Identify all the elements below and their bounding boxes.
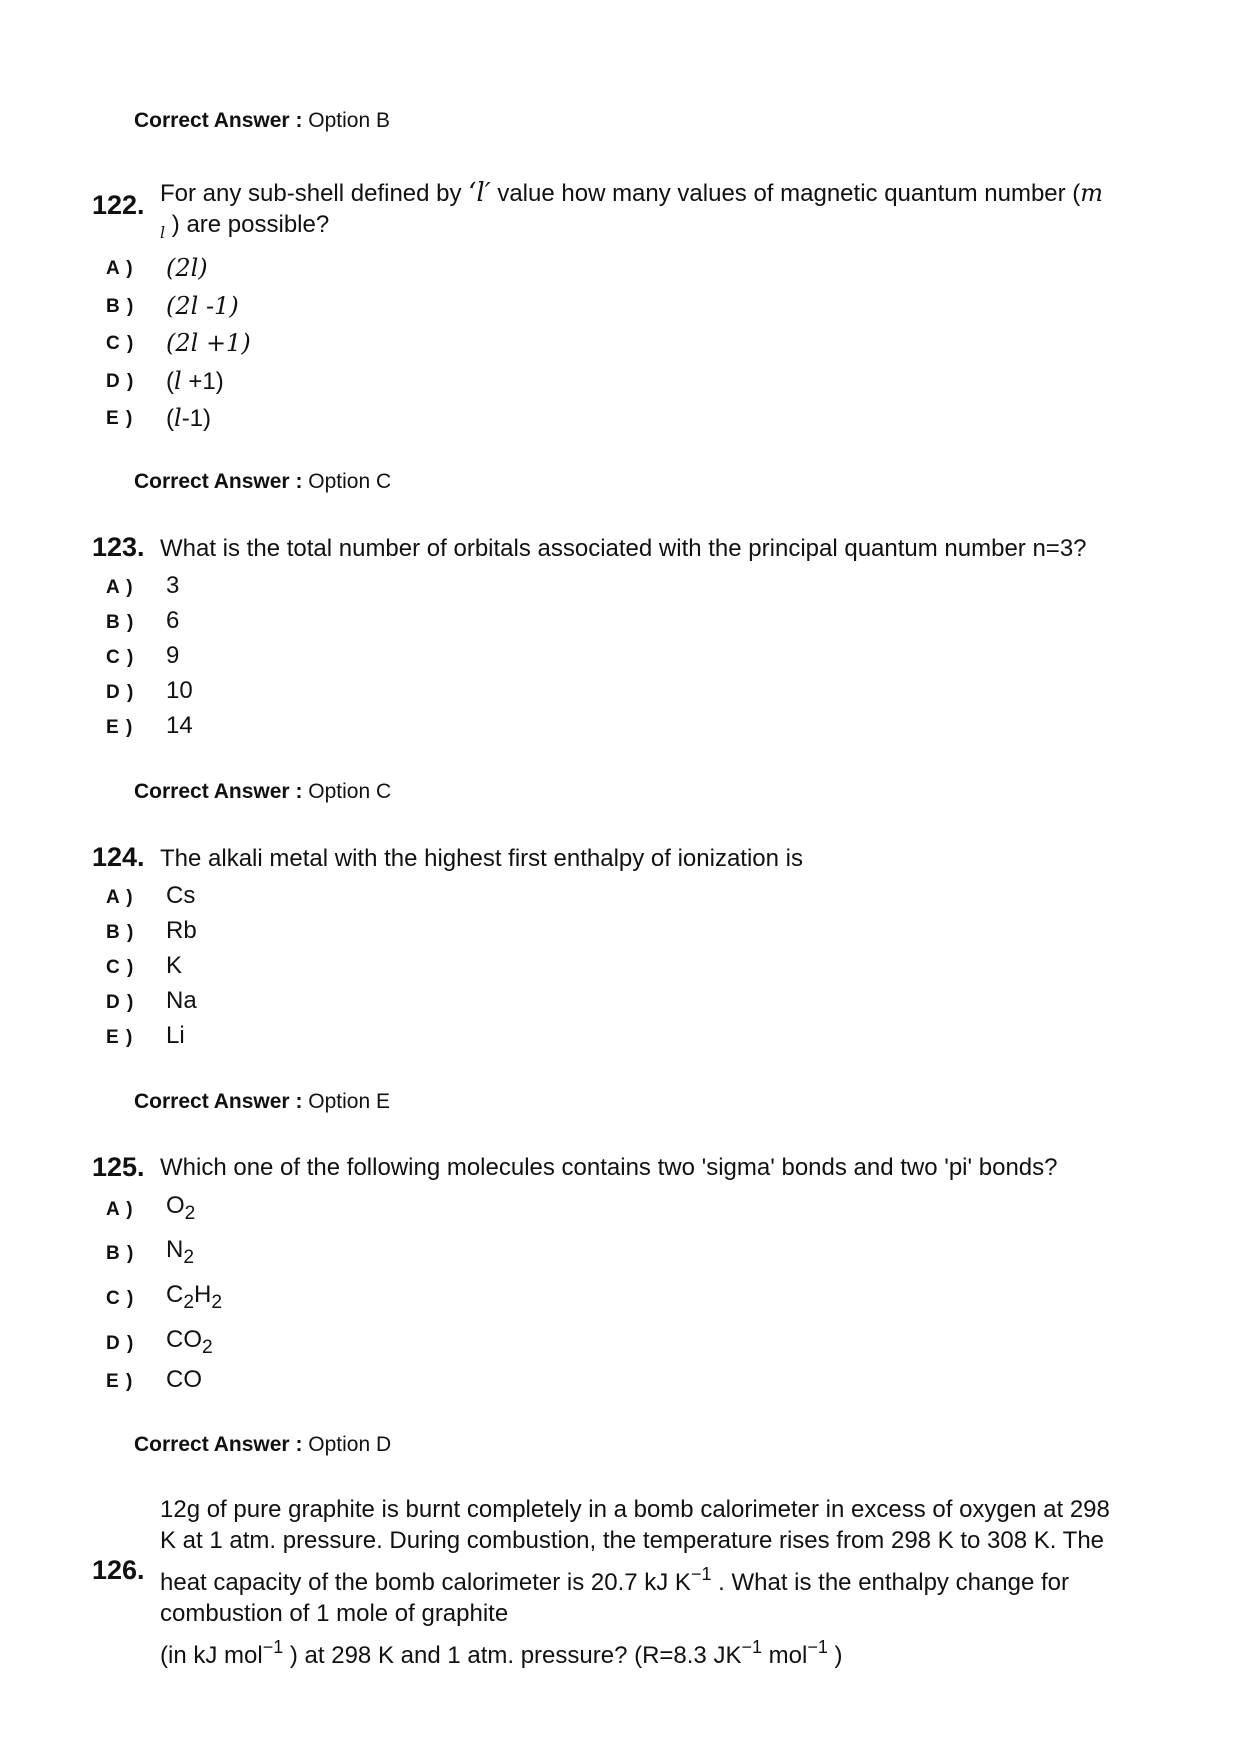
correct-answer: Correct Answer : Option C (134, 470, 392, 493)
option-value: $O_2$ (166, 1192, 196, 1224)
option-label: A ) (106, 1199, 134, 1220)
option-value: Cs (166, 882, 196, 909)
option-label: D ) (106, 371, 135, 392)
option-label: E ) (106, 1027, 134, 1048)
option-value: $C_2H_2$ (166, 1281, 223, 1313)
question-text: For any sub-shell defined by ‘l′ value how many values of magnetic quantum number (m $_l$ ) are possible? (160, 178, 1104, 242)
question-text: 12g of pure graphite is burnt completely in a bomb calorimeter in excess of oxygen at 298 K at 1 atm. pressure. During combustion, the temperature rises from 298 K to 308 K. The heat capacity of the bomb calorimeter is 20.7 kJ $K^{-1}$ . What is the enthalpy change for combustion of 1 mole of graphite (in kJ mol$^{-1}$ ) at 298 K and 1 atm. pressure? (R=8.3 $JK^{-1}$ mol$^{-1}$ ) (160, 1496, 1110, 1669)
option-label: D ) (106, 1333, 135, 1354)
option-label: C ) (106, 333, 135, 354)
option-label: C ) (106, 647, 135, 668)
option-value: 3 (166, 572, 180, 599)
question-number: 124. (92, 842, 145, 872)
option-value: (2l +1) (166, 329, 251, 357)
option-label: E ) (106, 717, 134, 738)
option-label: B ) (106, 296, 135, 317)
option-value: 10 (166, 677, 193, 704)
option-label: E ) (106, 1371, 134, 1392)
correct-answer-value: Option B (308, 109, 390, 132)
l-symbol: ‘l′ (468, 178, 491, 208)
option-value: (l +1) (166, 367, 224, 395)
option-value: (2l) (166, 254, 208, 282)
option-label: E ) (106, 408, 134, 429)
option-value: Li (166, 1022, 185, 1049)
option-label: B ) (106, 1243, 135, 1264)
option-value: (2l -1) (166, 292, 239, 320)
correct-answer (134, 109, 390, 133)
question-number: 126. (92, 1555, 145, 1585)
option-label: A ) (106, 577, 134, 598)
correct-answer-label: Correct Answer : (134, 109, 303, 132)
option-value: CO (166, 1366, 202, 1393)
option-value: (l-1) (166, 404, 212, 432)
option-label: A ) (106, 887, 134, 908)
option-value: $CO_2$ (166, 1326, 213, 1358)
option-label: D ) (106, 992, 135, 1013)
option-value: 14 (166, 712, 193, 739)
option-value: Na (166, 987, 197, 1014)
option-label: A ) (106, 258, 134, 279)
question-number: 125. (92, 1152, 145, 1182)
question-text: Which one of the following molecules contains two 'sigma' bonds and two 'pi' bonds? (160, 1154, 1058, 1181)
correct-answer: Correct Answer : Option D (134, 1433, 392, 1456)
question-text: The alkali metal with the highest first enthalpy of ionization is (160, 845, 803, 872)
question-text: What is the total number of orbitals associated with the principal quantum number n=3? (160, 535, 1087, 562)
option-label: D ) (106, 682, 135, 703)
option-label: C ) (106, 1288, 135, 1309)
option-value: 9 (166, 642, 180, 669)
option-value: K (166, 952, 183, 979)
option-value: 6 (166, 607, 180, 634)
option-value: Rb (166, 917, 197, 944)
option-label: B ) (106, 922, 135, 943)
option-label: B ) (106, 612, 135, 633)
question-number: 123. (92, 532, 145, 562)
correct-answer: Correct Answer : Option E (134, 1090, 390, 1113)
option-value: $N_2$ (166, 1236, 195, 1268)
question-number: 122. (92, 190, 145, 220)
option-label: C ) (106, 957, 135, 978)
correct-answer: Correct Answer : Option C (134, 780, 392, 803)
